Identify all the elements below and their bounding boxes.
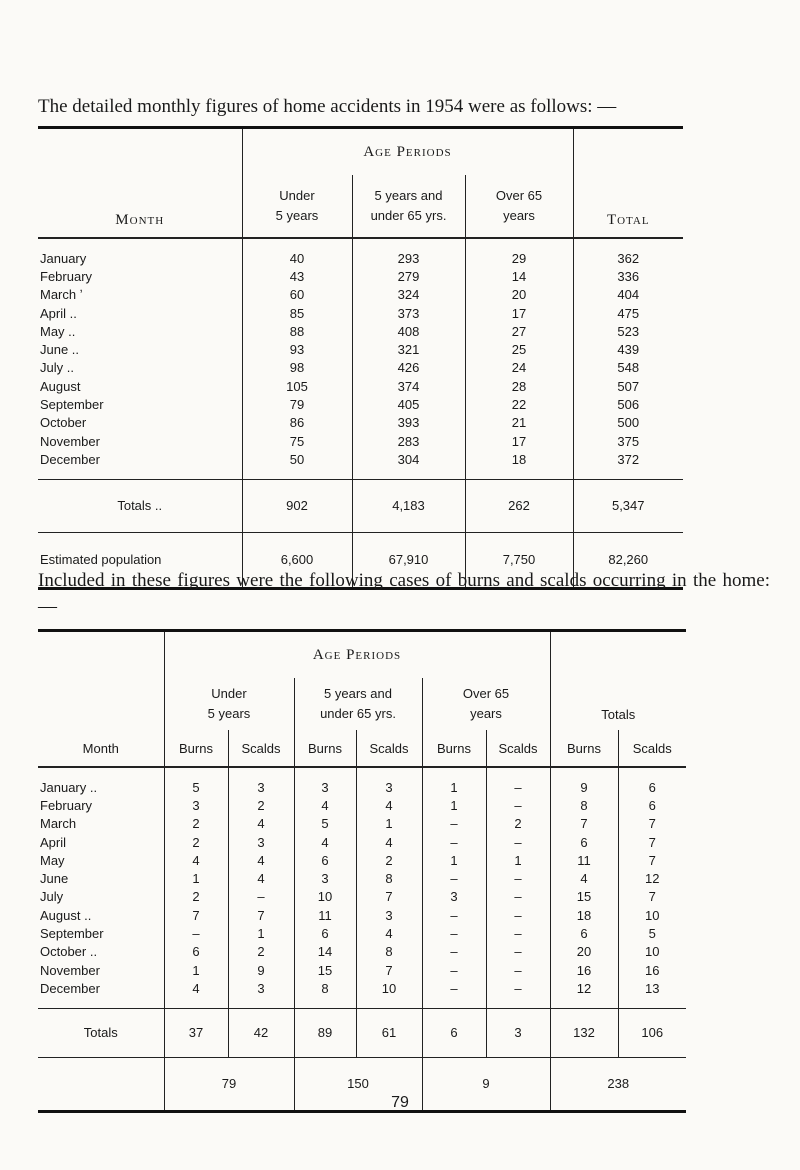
month-cell: January ..	[40, 779, 98, 795]
burns-cell: 1	[422, 851, 486, 869]
month-cell: July	[40, 889, 64, 905]
scalds-cell: –	[486, 924, 550, 942]
scalds-cell: 4	[228, 869, 294, 887]
burns-cell: 15	[294, 961, 356, 979]
under-5-cell: 50	[242, 450, 352, 479]
total-cell: 523	[573, 322, 683, 340]
scalds-cell: 6	[618, 796, 686, 814]
under-5-cell: 40	[242, 238, 352, 267]
month-cell: September	[40, 926, 104, 942]
burns-cell: –	[164, 924, 228, 942]
scalds-cell: 7	[618, 815, 686, 833]
month-cell: December	[40, 980, 100, 996]
table-row	[38, 267, 683, 285]
table-row	[38, 304, 683, 322]
total-cell: 500	[573, 414, 683, 432]
scalds-cell: 3	[228, 833, 294, 851]
grand-over-65: 9	[422, 1057, 550, 1111]
burns-cell: 6	[550, 924, 618, 942]
burns-cell: 3	[164, 796, 228, 814]
burns-cell: 15	[550, 888, 618, 906]
burns-cell: 4	[550, 869, 618, 887]
scalds-cell: 4	[228, 851, 294, 869]
month-cell: August	[40, 378, 81, 394]
burns-header: Burns	[164, 730, 228, 767]
totals-cell: 3	[486, 1008, 550, 1057]
scalds-cell: 7	[228, 906, 294, 924]
over-65-cell: 21	[465, 414, 573, 432]
burns-cell: 1	[422, 767, 486, 796]
month-header-2: Month	[38, 631, 164, 768]
scalds-header: Scalds	[228, 730, 294, 767]
totals-total: 5,347	[573, 479, 683, 532]
under-5-cell: 88	[242, 322, 352, 340]
table-row	[38, 906, 686, 924]
month-cell: February	[40, 268, 93, 284]
burns-cell: 6	[164, 943, 228, 961]
5-to-65-cell: 293	[352, 238, 465, 267]
total-cell: 404	[573, 286, 683, 304]
burns-cell: –	[422, 979, 486, 1008]
scalds-cell: 7	[618, 888, 686, 906]
over-65-cell: 28	[465, 377, 573, 395]
table-row	[38, 340, 683, 358]
burns-cell: 8	[294, 979, 356, 1008]
over-65-header: Over 65 years	[465, 175, 573, 238]
totals-cell: 42	[228, 1008, 294, 1057]
population-under-5: 6,600	[242, 532, 352, 588]
scalds-cell: 13	[618, 979, 686, 1008]
total-cell: 372	[573, 450, 683, 479]
over-65-cell: 24	[465, 359, 573, 377]
month-cell: October ..	[40, 944, 98, 960]
5-to-65-cell: 374	[352, 377, 465, 395]
month-cell: September	[40, 397, 104, 413]
totals-cell: 106	[618, 1008, 686, 1057]
month-cell: November	[40, 962, 100, 978]
burns-cell: 3	[294, 869, 356, 887]
scalds-cell: 3	[228, 767, 294, 796]
burns-cell: 1	[422, 796, 486, 814]
scalds-cell: 4	[356, 833, 422, 851]
scalds-cell: 3	[356, 906, 422, 924]
totals-cell: 132	[550, 1008, 618, 1057]
table-row	[38, 869, 686, 887]
scalds-cell: –	[486, 943, 550, 961]
page-number: 79	[391, 1094, 409, 1111]
table-row	[38, 450, 683, 479]
5-to-65-cell: 279	[352, 267, 465, 285]
burns-cell: 1	[164, 961, 228, 979]
burns-cell: 5	[294, 815, 356, 833]
table-row	[38, 767, 686, 796]
table-row	[38, 888, 686, 906]
totals-5-to-65: 4,183	[352, 479, 465, 532]
under-5-cell: 105	[242, 377, 352, 395]
burns-cell: –	[422, 943, 486, 961]
over-65-cell: 27	[465, 322, 573, 340]
burns-cell: –	[422, 924, 486, 942]
table-row	[38, 377, 683, 395]
5-to-65-cell: 321	[352, 340, 465, 358]
month-cell: January	[40, 250, 87, 266]
under-5-cell: 98	[242, 359, 352, 377]
totals-cell: 37	[164, 1008, 228, 1057]
grand-under-5: 79	[164, 1057, 294, 1111]
burns-cell: 18	[550, 906, 618, 924]
total-cell: 475	[573, 304, 683, 322]
month-cell: October	[40, 415, 87, 431]
month-cell: November	[40, 433, 100, 449]
month-cell: May	[40, 852, 65, 868]
burns-cell: 11	[550, 851, 618, 869]
table-row	[38, 238, 683, 267]
5-to-65-cell: 393	[352, 414, 465, 432]
5-to-65-header: 5 years and under 65 yrs.	[352, 175, 465, 238]
5-to-65-cell: 373	[352, 304, 465, 322]
burns-scalds-table	[38, 629, 686, 1113]
burns-cell: 4	[164, 979, 228, 1008]
scalds-cell: 10	[356, 979, 422, 1008]
month-cell: March	[40, 816, 77, 832]
burns-cell: 12	[550, 979, 618, 1008]
totals-row	[38, 479, 683, 532]
month-cell: February	[40, 797, 93, 813]
month-header: Month	[38, 128, 242, 239]
over-65-cell: 17	[465, 304, 573, 322]
scalds-cell: 2	[356, 851, 422, 869]
under-5-cell: 79	[242, 395, 352, 413]
over-65-cell: 14	[465, 267, 573, 285]
totals-row-2	[38, 1008, 686, 1057]
burns-cell: 9	[550, 767, 618, 796]
scalds-cell: 9	[228, 961, 294, 979]
table-row	[38, 414, 683, 432]
burns-cell: 5	[164, 767, 228, 796]
total-cell: 439	[573, 340, 683, 358]
burns-cell: 4	[164, 851, 228, 869]
under-5-header-2: Under 5 years	[164, 678, 294, 730]
burns-cell: –	[422, 833, 486, 851]
scalds-cell: –	[228, 888, 294, 906]
burns-cell: 4	[294, 796, 356, 814]
scalds-cell: 1	[228, 924, 294, 942]
scalds-cell: 6	[618, 767, 686, 796]
burns-cell: 16	[550, 961, 618, 979]
month-cell: April	[40, 834, 67, 850]
totals-under-5: 902	[242, 479, 352, 532]
under-5-cell: 75	[242, 432, 352, 450]
burns-cell: 7	[164, 906, 228, 924]
table-row	[38, 833, 686, 851]
5-to-65-cell: 426	[352, 359, 465, 377]
scalds-cell: 16	[618, 961, 686, 979]
burns-header: Burns	[550, 730, 618, 767]
scalds-cell: 8	[356, 943, 422, 961]
totals-over-65: 262	[465, 479, 573, 532]
burns-cell: 2	[164, 815, 228, 833]
burns-cell: –	[422, 869, 486, 887]
burns-header: Burns	[422, 730, 486, 767]
table-row	[38, 924, 686, 942]
population-label: Estimated population	[38, 532, 242, 588]
over-65-cell: 25	[465, 340, 573, 358]
scalds-cell: 1	[486, 851, 550, 869]
month-cell: April ..	[40, 305, 77, 321]
table-row	[38, 395, 683, 413]
totals-cell: 61	[356, 1008, 422, 1057]
scalds-cell: –	[486, 796, 550, 814]
burns-cell: 11	[294, 906, 356, 924]
over-65-cell: 20	[465, 286, 573, 304]
month-cell: March ʼ	[40, 287, 83, 303]
5-to-65-cell: 324	[352, 286, 465, 304]
5-to-65-cell: 304	[352, 450, 465, 479]
scalds-cell: –	[486, 833, 550, 851]
under-5-cell: 86	[242, 414, 352, 432]
scalds-cell: 4	[228, 815, 294, 833]
scalds-cell: –	[486, 888, 550, 906]
scalds-cell: 2	[228, 796, 294, 814]
totals-label-2: Totals	[38, 1008, 164, 1057]
month-cell: June ..	[40, 342, 80, 358]
burns-cell: 6	[550, 833, 618, 851]
scalds-cell: 10	[618, 943, 686, 961]
scalds-cell: –	[486, 767, 550, 796]
scalds-cell: 4	[356, 924, 422, 942]
scalds-header: Scalds	[486, 730, 550, 767]
grand-5-to-65: 150	[294, 1057, 422, 1111]
burns-cell: 2	[164, 833, 228, 851]
scalds-cell: 8	[356, 869, 422, 887]
scalds-cell: 2	[486, 815, 550, 833]
5-to-65-header-2: 5 years and under 65 yrs.	[294, 678, 422, 730]
burns-cell: 20	[550, 943, 618, 961]
total-cell: 362	[573, 238, 683, 267]
table-row	[38, 815, 686, 833]
under-5-cell: 85	[242, 304, 352, 322]
scalds-cell: 2	[228, 943, 294, 961]
burns-cell: 2	[164, 888, 228, 906]
5-to-65-cell: 408	[352, 322, 465, 340]
scalds-cell: 3	[228, 979, 294, 1008]
scalds-cell: 7	[356, 961, 422, 979]
month-cell: May ..	[40, 323, 76, 339]
over-65-cell: 22	[465, 395, 573, 413]
burns-cell: 1	[164, 869, 228, 887]
burns-cell: –	[422, 906, 486, 924]
burns-cell: 6	[294, 851, 356, 869]
month-cell: June	[40, 871, 69, 887]
scalds-cell: 3	[356, 767, 422, 796]
month-cell: July ..	[40, 360, 74, 376]
table-row	[38, 796, 686, 814]
table-row	[38, 286, 683, 304]
population-total: 82,260	[573, 532, 683, 588]
age-periods-header: Age Periods	[242, 128, 573, 176]
5-to-65-cell: 283	[352, 432, 465, 450]
totals-cell: 89	[294, 1008, 356, 1057]
total-cell: 506	[573, 395, 683, 413]
totals-cell: 6	[422, 1008, 486, 1057]
intro-text-home-accidents: The detailed monthly figures of home accidents in 1954 were as follows: —	[38, 96, 617, 117]
total-cell: 375	[573, 432, 683, 450]
under-5-header: Under 5 years	[242, 175, 352, 238]
totals-header-2: Totals	[550, 631, 686, 731]
burns-cell: 10	[294, 888, 356, 906]
total-cell: 507	[573, 377, 683, 395]
burns-cell: 3	[294, 767, 356, 796]
scalds-cell: 1	[356, 815, 422, 833]
burns-cell: –	[422, 961, 486, 979]
scalds-cell: 7	[356, 888, 422, 906]
month-cell: December	[40, 451, 100, 467]
table-row	[38, 979, 686, 1008]
burns-cell: 8	[550, 796, 618, 814]
total-header: Total	[573, 128, 683, 239]
scalds-cell: –	[486, 979, 550, 1008]
month-cell: August ..	[40, 907, 92, 923]
scalds-cell: –	[486, 906, 550, 924]
grand-total: 238	[550, 1057, 686, 1111]
burns-cell: 4	[294, 833, 356, 851]
table-row	[38, 359, 683, 377]
scalds-cell: 5	[618, 924, 686, 942]
table-row	[38, 851, 686, 869]
burns-cell: 6	[294, 924, 356, 942]
over-65-cell: 18	[465, 450, 573, 479]
age-periods-header-2: Age Periods	[164, 631, 550, 679]
under-5-cell: 43	[242, 267, 352, 285]
scalds-cell: 7	[618, 851, 686, 869]
burns-cell: 14	[294, 943, 356, 961]
over-65-header-2: Over 65 years	[422, 678, 550, 730]
scalds-cell: 10	[618, 906, 686, 924]
total-cell: 548	[573, 359, 683, 377]
burns-cell: 3	[422, 888, 486, 906]
under-5-cell: 60	[242, 286, 352, 304]
5-to-65-cell: 405	[352, 395, 465, 413]
burns-cell: 7	[550, 815, 618, 833]
table-row	[38, 322, 683, 340]
scalds-header: Scalds	[356, 730, 422, 767]
over-65-cell: 17	[465, 432, 573, 450]
scalds-cell: 12	[618, 869, 686, 887]
table-row	[38, 432, 683, 450]
burns-header: Burns	[294, 730, 356, 767]
intro-text-burns-scalds: Included in these figures were the following cases of burns and scalds occurring in the home: —	[38, 570, 770, 617]
totals-label: Totals ..	[38, 479, 242, 532]
burns-cell: –	[422, 815, 486, 833]
table-row	[38, 961, 686, 979]
home-accidents-table	[38, 126, 683, 590]
total-cell: 336	[573, 267, 683, 285]
population-over-65: 7,750	[465, 532, 573, 588]
scalds-cell: 7	[618, 833, 686, 851]
scalds-cell: –	[486, 961, 550, 979]
population-5-to-65: 67,910	[352, 532, 465, 588]
scalds-cell: 4	[356, 796, 422, 814]
scalds-cell: –	[486, 869, 550, 887]
under-5-cell: 93	[242, 340, 352, 358]
over-65-cell: 29	[465, 238, 573, 267]
table-row	[38, 943, 686, 961]
scalds-header: Scalds	[618, 730, 686, 767]
